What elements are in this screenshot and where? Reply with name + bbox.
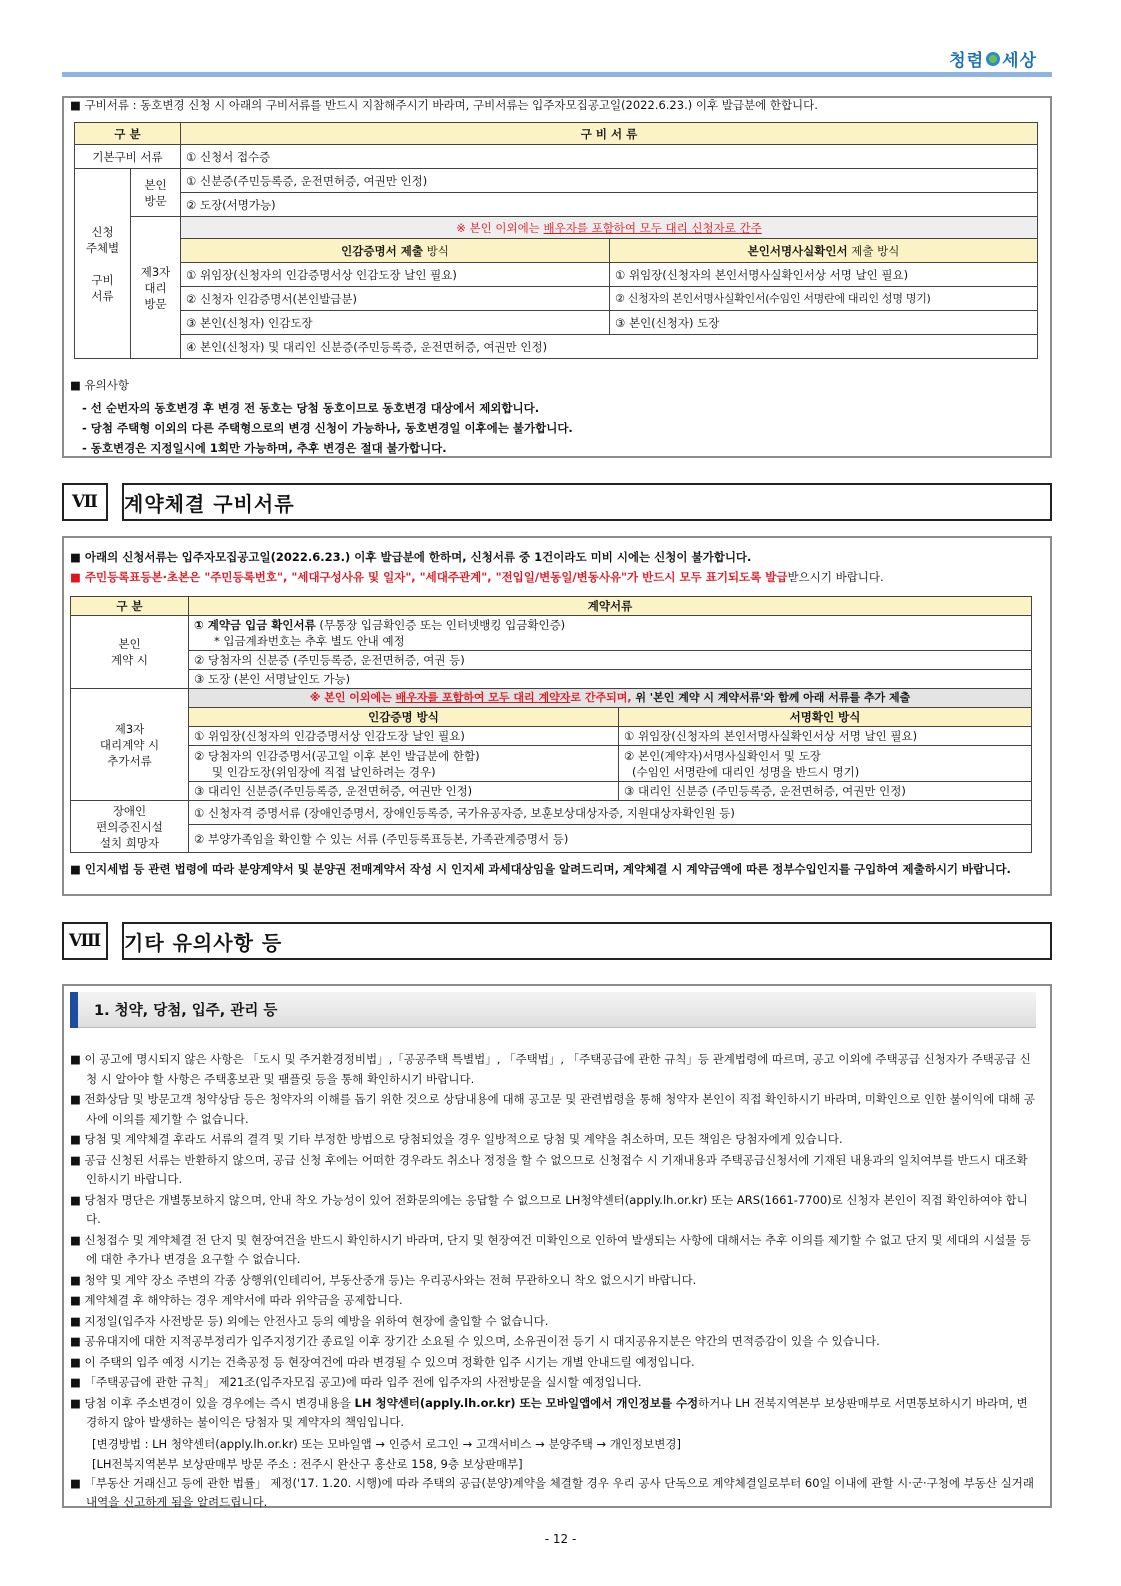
notice-item: ■ 이 주택의 입주 예정 시기는 건축공정 등 현장여건에 따라 변경될 수 있으며 정확한 입주 시기는 개별 안내드릴 예정입니다. — [70, 1354, 695, 1369]
disabled-doc-2: ② 부양가족임을 확인할 수 있는 서류 (주민등록표등본, 가족관계증명서 등) — [189, 825, 1032, 853]
notice-item: ■ 이 공고에 명시되지 않은 사항은 「도시 및 주거환경정비법」,「공공주택 특별법」, 「주택법」, 「주택공급에 관한 규칙」등 관계법령에 따르며, 공고 이외에 주택공급 신청자가 주택공급 신청 시 알아야 할 사항은 주택홍보관 및 팸플릿 등을 통해 확인하시기 바랍니다. — [70, 1052, 1031, 1086]
seal-method-header: 인감증명 방식 — [189, 708, 619, 727]
col-gubun: 구 분 — [75, 123, 181, 145]
seal-method-header: 인감증명서 제출 방식 — [181, 239, 610, 263]
subsection-title: 1. 청약, 당첨, 입주, 관리 등 — [94, 1003, 278, 1019]
seal-doc-1: ① 위임장(신청자의 인감증명서상 인감도장 날인 필요) — [181, 263, 610, 287]
notice-item: ■ 공유대지에 대한 지적공부정리가 입주지정기간 종료일 이후 장기간 소요될 수 있으며, 소유권이전 등기 시 대지공유지분은 약간의 면적증감이 있을 수 있습니다. — [70, 1334, 880, 1348]
section-number: Ⅷ — [64, 924, 108, 958]
office-address: [LH전북지역본부 보상판매부 방문 주소 : 전주시 완산구 홍산로 158, 9층 보상판매부] — [92, 1456, 523, 1471]
caution-2: - 당첨 주택형 이외의 다른 주택형으로의 변경 신청이 가능하나, 동호변경일 이후에는 불가합니다. — [82, 421, 573, 435]
subsection-header — [70, 992, 1036, 1028]
self-contract-label: 본인 계약 시 — [71, 616, 189, 689]
proxy-contract-label: 제3자 대리계약 시 추가서류 — [71, 689, 189, 801]
contract-docs-box — [62, 536, 1052, 896]
caution-3: - 동호변경은 지정일시에 1회만 가능하며, 추후 변경은 절대 불가합니다. — [82, 441, 447, 455]
caution-1: - 선 순번자의 동호변경 후 변경 전 동호는 당첨 동호이므로 동호변경 대상에서 제외합니다. — [82, 401, 540, 415]
notice-item: ■ 당첨자 명단은 개별통보하지 않으며, 안내 착오 가능성이 있어 전화문의에는 응답할 수 없으므로 LH청약센터(apply.lh.or.kr) 또는 ARS(1661-7700)로 신청자 본인이 직접 확인하여야 합니다. — [70, 1192, 1028, 1226]
proxy-visit-label: 제3자 대리 방문 — [131, 217, 181, 359]
notice-item: ■ 「부동산 거래신고 등에 관한 법률」 제정('17. 1.20. 시행)에 따라 주택의 공급(분양)계약을 체결할 경우 우리 공사 단독으로 계약체결일로부터 60일 이내에 관할 시·군·구청에 부동산 실거래 내역을 신고하게 됨을 알려드립니다. — [70, 1475, 1034, 1509]
self-visit-label: 본인 방문 — [131, 169, 181, 217]
proxy-sign-doc-1: ① 위임장(신청자의 본인서명사실확인서상 서명 날인 필요) — [619, 727, 1032, 746]
proxy-sign-doc-3: ③ 대리인 신분증 (주민등록증, 운전면허증, 여권만 인정) — [619, 782, 1032, 801]
proxy-notice: ※ 본인 이외에는 배우자를 포함하여 모두 대리 신청자로 간주 — [181, 217, 1038, 239]
section-7-header — [62, 483, 1052, 521]
seal-doc-3: ③ 본인(신청자) 인감도장 — [181, 311, 610, 335]
basic-label: 기본구비 서류 — [75, 145, 181, 169]
stamp-tax-note: ■ 인지세법 등 관련 법령에 따라 분양계약서 및 분양권 전매계약서 작성 시 인지세 과세대상임을 알려드리며, 계약체결 시 계약금액에 따른 정부수입인지를 구입하여 제출하시기 바랍니다. — [70, 862, 1011, 876]
notice-item: ■ 「주택공급에 관한 규칙」 제21조(입주자모집 공고)에 따라 입주 전에 입주자의 사전방문을 실시할 예정입니다. — [70, 1375, 642, 1389]
proxy-seal-doc-1: ① 위임장(신청자의 인감증명서상 인감도장 날인 필요) — [189, 727, 619, 746]
contract-line-1: ■ 아래의 신청서류는 입주자모집공고일(2022.6.23.) 이후 발급분에 한하며, 신청서류 중 1건이라도 미비 시에는 신청이 불가합니다. — [70, 550, 752, 564]
col-docs: 구 비 서 류 — [181, 123, 1038, 145]
contract-line-2: ■ 주민등록표등본·초본은 "주민등록번호", "세대구성사유 및 일자", "세대주관계", "전입일/변동일/변동사유"가 반드시 모두 표기되도록 발급받으시기 바랍니다. — [70, 570, 884, 584]
col-contract-docs: 계약서류 — [189, 597, 1032, 616]
notice-item: ■ 신청접수 및 계약체결 전 단지 및 현장여건을 반드시 확인하시기 바라며, 단지 및 현장여건 미확인으로 인하여 발생되는 사항에 대해서는 추후 이의를 제기할 수 없고 단지 및 세대의 시설물 등에 대한 추가나 변경을 요구할 수 없습니다. — [70, 1232, 1032, 1266]
proxy-seal-doc-3: ③ 대리인 신분증(주민등록증, 운전면허증, 여권만 인정) — [189, 782, 619, 801]
col-gubun: 구 분 — [71, 597, 189, 616]
change-method: [변경방법 : LH 청약센터(apply.lh.or.kr) 또는 모바일앱 → 인증서 로그인 → 고객서비스 → 분양주택 → 개인정보변경] — [92, 1436, 681, 1451]
contract-docs-table — [70, 596, 1032, 853]
self-doc-1: ① 신분증(주민등록증, 운전면허증, 여권만 인정) — [181, 169, 1038, 193]
proxy-doc-4: ④ 본인(신청자) 및 대리인 신분증(주민등록증, 운전면허증, 여권만 인정) — [181, 335, 1038, 359]
docs-intro: ■ 구비서류 : 동호변경 신청 시 아래의 구비서류를 반드시 지참해주시기 바라며, 구비서류는 입주자모집공고일(2022.6.23.) 이후 발급분에 한합니다. — [70, 98, 818, 112]
self-contract-doc-3: ③ 도장 (본인 서명날인도 가능) — [189, 670, 1032, 689]
proxy-seal-doc-2: ② 당첨자의 인감증명서(공고일 이후 본인 발급분에 한함) 및 인감도장(위임장에 직접 날인하려는 경우) — [189, 746, 619, 782]
unit-change-docs-box — [62, 96, 1052, 458]
self-doc-2: ② 도장(서명가능) — [181, 193, 1038, 217]
signature-method-header: 본인서명사실확인서 제출 방식 — [610, 239, 1038, 263]
section-title: 계약체결 구비서류 — [124, 491, 295, 516]
notice-list — [70, 1050, 1038, 1514]
header-bar — [62, 72, 1052, 77]
sign-doc-1: ① 위임장(신청자의 본인서명사실확인서상 서명 날인 필요) — [610, 263, 1038, 287]
clean-world-logo: 청렴 세상 — [949, 51, 1037, 71]
notice-item: ■ 당첨 및 계약체결 후라도 서류의 결격 및 기타 부정한 방법으로 당첨되었을 경우 일방적으로 당첨 및 계약을 취소하며, 모든 책임은 당첨자에게 있습니다. — [70, 1132, 843, 1146]
disabled-facility-label: 장애인 편의증진시설 설치 희망자 — [71, 801, 189, 853]
unit-change-docs-table — [74, 122, 1038, 359]
leaf-icon — [986, 52, 1000, 66]
section-number: Ⅶ — [64, 485, 108, 519]
self-contract-doc-2: ② 당첨자의 신분증 (주민등록증, 운전면허증, 여권 등) — [189, 651, 1032, 670]
applicant-label: 신청 주체별 구비 서류 — [75, 169, 131, 359]
self-contract-doc-1: ① 계약금 입금 확인서류 (무통장 입금확인증 또는 인터넷뱅킹 입금확인증) * 입금계좌번호는 추후 별도 안내 예정 — [189, 616, 1032, 651]
notice-item: ■ 공급 신청된 서류는 반환하지 않으며, 공급 신청 후에는 어떠한 경우라도 취소나 정정을 할 수 없으므로 신청접수 시 기재내용과 주택공급신청서에 기재된 내용과의 일치여부를 반드시 대조확인하시기 바랍니다. — [70, 1152, 1028, 1186]
sign-doc-3: ③ 본인(신청자) 도장 — [610, 311, 1038, 335]
notice-item: ■ 청약 및 계약 장소 주변의 각종 상행위(인테리어, 부동산중개 등)는 우리공사와는 전혀 무관하오니 착오 없으시기 바랍니다. — [70, 1272, 697, 1287]
basic-doc: ① 신청서 접수증 — [181, 145, 1038, 169]
other-notices-box — [62, 984, 1052, 1508]
seal-doc-2: ② 신청자 인감증명서(본인발급분) — [181, 287, 610, 311]
proxy-sign-doc-2: ② 본인(계약자)서명사실확인서 및 도장 (수임인 서명란에 대리인 성명을 반드시 명기) — [619, 746, 1032, 782]
sign-doc-2: ② 신청자의 본인서명사실확인서(수임인 서명란에 대리인 성명 명기) — [610, 287, 1038, 311]
disabled-doc-1: ① 신청자격 증명서류 (장애인증명서, 장애인등록증, 국가유공자증, 보훈보상대상자증, 지원대상자확인원 등) — [189, 801, 1032, 825]
notice-item: ■ 전화상담 및 방문고객 청약상담 등은 청약자의 이해를 돕기 위한 것으로 상담내용에 대해 공고문 및 관련법령을 통해 청약자 본인이 직접 확인하시기 바라며, 미확인으로 인한 불이익에 대해 공사에 이의를 제기할 수 없습니다. — [70, 1092, 1035, 1126]
caution-title: ■ 유의사항 — [70, 378, 129, 392]
notice-item: ■ 지정일(입주자 사전방문 등) 외에는 안전사고 등의 예방을 위하여 현장에 출입할 수 없습니다. — [70, 1313, 549, 1328]
address-change-notice: ■ 당첨 이후 주소변경이 있을 경우에는 즉시 변경내용을 LH 청약센터(apply.lh.or.kr) 또는 모바일앱에서 개인정보를 수정하거나 LH 전북지역본부 보상판매부로 서면통보하시기 바라며, 변경하지 않아 발생하는 불이익은 당첨자 및 계약자의 책임입니다. — [70, 1395, 1028, 1429]
proxy-contract-notice: ※ 본인 이외에는 배우자를 포함하여 모두 대리 계약자로 간주되며, 위 '본인 계약 시 계약서류'와 함께 아래 서류를 추가 제출 — [189, 689, 1032, 708]
section-8-header — [62, 922, 1052, 960]
signature-method-header: 서명확인 방식 — [619, 708, 1032, 727]
section-title: 기타 유의사항 등 — [124, 930, 283, 955]
notice-item: ■ 계약체결 후 해약하는 경우 계약서에 따라 위약금을 공제합니다. — [70, 1293, 403, 1307]
page-number: - 12 - — [544, 1532, 577, 1546]
